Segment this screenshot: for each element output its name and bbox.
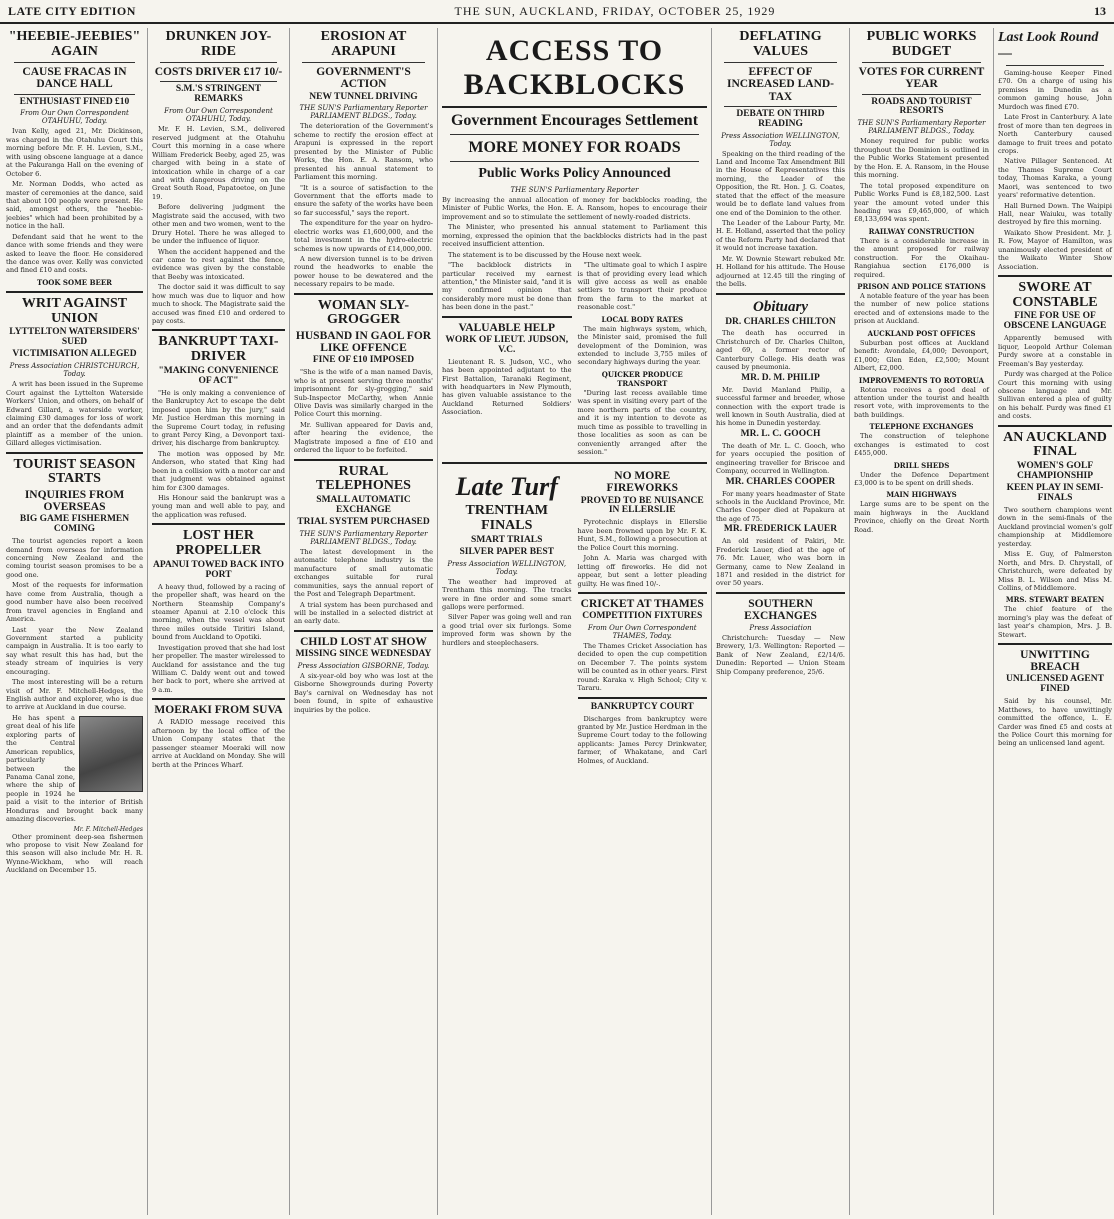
article-text: The Leader of the Labour Party, Mr. H. E. Holland, asserted that the policy of the Reform Party had declared that it would not increase taxation. (716, 219, 845, 253)
byline: From Our Own Correspondent OTAHUHU, Today. (164, 107, 273, 124)
intertitle: TELEPHONE EXCHANGES (869, 422, 974, 432)
headline: EROSION AT ARAPUNI (320, 29, 407, 59)
intertitle: TOOK SOME BEER (36, 277, 112, 287)
column-5 (716, 28, 850, 1215)
headline: MOERAKI FROM SUVA (154, 704, 283, 717)
subheadline: APANUI TOWED BACK INTO PORT (152, 559, 284, 580)
headline: PUBLIC WORKS BUDGET (866, 29, 977, 59)
article-text: The total proposed expenditure on Public Works Fund is £8,182,500. Last year the amount voted under this heading was £9,465,000, of which £8,133,694 was spent. (854, 181, 989, 224)
article-text: A heavy thud, followed by a racing of the propeller shaft, was heard on the Northern Steamship Company's steamer Apanui at 2.10 o'clock this morning, when the vessel was about three miles outside Tiritiri Island, bound from Auckland to Opotiki. (152, 582, 285, 642)
obituary-name: MR. FREDERICK LAUER (723, 524, 838, 535)
article-text: The expenditure for the year on hydro-electric works was £1,600,000, and the total investment in the hydro-electric schemes is now upwards of £14,000,000. (294, 219, 433, 253)
headline: UNWITTING BREACH (1020, 649, 1090, 674)
news-brief: Gaming-house Keeper Fined £70. On a charge of using his premises in Dunedin as a common gaming house, John Murdoch was fined £70. (998, 69, 1112, 111)
article-text: For many years headmaster of State schools in the Auckland Province, Mr. Charles Cooper died at Papakura at the age of 75. (716, 489, 845, 523)
article-text: Suburban post offices at Auckland benefit: Avondale, £4,000; Devonport, £1,000; Glen Eden, £2,500; Mount Albert, £2,000. (854, 338, 989, 373)
article-text: Ivan Kelly, aged 21, Mr. Dickinson, was charged in the Otahuhu Court this morning before Mr. F. H. Levien, S.M., with using obscene language at a dance at the Pakuranga Hall on the evening of October 6. (6, 127, 143, 178)
headline: AN AUCKLAND FINAL (1003, 429, 1107, 460)
column-7 (998, 28, 1114, 1215)
article-text: An old resident of Pakiri, Mr. Frederick Lauer, died at the age of 76. Mr. Lauer, who was born in Germany, came to New Zealand in 1871 and resided in the district for over 50 years. (716, 537, 845, 588)
article-text: There is a considerable increase in the amount proposed for railway construction. For the Okaihau-Rangiahua section £176,000 is required. (854, 236, 989, 279)
article-text: Said by his counsel, Mr. Matthews, to have unwittingly committed the offence, L. E. Carder was fined £5 and costs at the Police Court this morning for being an unlicensed land agent. (998, 697, 1112, 748)
section-title: Last Look Round— (998, 30, 1099, 61)
article-text: His Honour said the bankrupt was a young man and well able to pay, and the application was refused. (152, 494, 285, 519)
subheadline: ENTHUSIAST FINED £10 (19, 96, 130, 107)
article-text: Two southern champions went down in the semi-finals of the Auckland provincial women's golf championship at Middlemore yesterday. (998, 506, 1112, 548)
subheadline: COMPETITION FIXTURES (582, 611, 703, 621)
article-text: A RADIO message received this afternoon by the local office of the Union Company states that the passenger steamer Moeraki will now arrive at Auckland on Monday. She will berth at the Princes Wharf. (152, 718, 285, 769)
news-brief: Hall Burned Down. The Waipipi Hall, near Waiuku, was totally destroyed by fire this morning. (998, 201, 1112, 227)
article-text: Purdy was charged at the Police Court this morning with using obscene language and Mr. Sullivan entered a plea of guilty on his behalf. Purdy was fined £1 and costs. (998, 370, 1112, 421)
article-text: Money required for public works throughout the Dominion is outlined in the Public Works Statement presented by the Hon. E. A. Ransom, in the House this morning. (854, 137, 989, 180)
headline: TRENTHAM FINALS (465, 503, 548, 534)
article-text: John A. Maria was charged with letting off fireworks. He did not appear, but sent a letter pleading guilty. He was fined 10/-. (577, 554, 707, 588)
article-text: Mr. David Manland Philip, a successful farmer and breeder, whose connection with the export trade is well known in South Australia, died at his home in Dunedin yesterday. (716, 385, 845, 428)
article-text: Mr. W. Downie Stewart rebuked Mr. H. Holland for his attitude. The House adjourned at 12.45 till the ringing of the bells. (716, 254, 845, 289)
obituary-name: MR. D. M. PHILIP (741, 372, 820, 383)
intertitle: MAIN HIGHWAYS (886, 490, 957, 500)
article-text: "He is only making a convenience of the Bankruptcy Act to escape the debt imposed upon him by the jury," said Mr. Justice Herdman this morning in the Supreme Court today, in refusing to grant Percy King, a Devonport taxi-driver, his discharge from bankruptcy. (152, 388, 285, 448)
article-text: Other prominent deep-sea fishermen who propose to visit New Zealand for this season will also include Mr. H. R. Wynne-Wickham, who will reach Auckland on December 15. (6, 832, 143, 875)
article-text: A new diversion tunnel is to be driven round the headworks to enable the power house to be dewatered and the necessary repairs to be made. (294, 255, 433, 289)
headline: WRIT AGAINST UNION (21, 295, 128, 326)
intertitle: QUICKER PRODUCE TRANSPORT (601, 369, 683, 388)
article-text: Large sums are to be spent on the main highways in the Auckland Province, chiefly on the Great North Road. (854, 500, 989, 534)
headline: TOURIST SEASON STARTS (13, 456, 136, 487)
headline: CRICKET AT THAMES (580, 597, 704, 610)
article-text: When the accident happened and the car came to rest against the fence, evidence was given by the constable that Beeby was intoxicated. (152, 247, 285, 281)
article-text: Miss E. Guy, of Palmerston North, and Mrs. D. Chrystall, of Christchurch, were defeated by Miss B. L. Wilson and Miss M. Collins, of Middlemore. (998, 550, 1112, 592)
article-text: Lieutenant R. S. Judson, V.C., who has been appointed adjutant to the First Battalion, Taranaki Regiment, with headquarters in New Plymouth, has given valuable assistance to the Auckland Returned Soldiers' Association. (442, 357, 572, 417)
article-text: A trial system has been purchased and will be installed in a selected district at an early date. (294, 600, 433, 626)
article-text: Speaking on the third reading of the Land and Income Tax Amendment Bill in the House of Representatives this morning, the Leader of the Opposition, the Rt. Hon. J. G. Coates, stated that the effect of the measure would be to deflate land values from one end of the Dominion to the other. (716, 149, 845, 217)
article-text: The deterioration of the Government's scheme to rectify the erosion effect at Arapuni is expressed in the report presented by the Minister of Public Works, the Hon. E. A. Ransom, who presented his annual statement to Parliament this morning. (294, 122, 433, 182)
headline: SOUTHERN EXCHANGES (744, 597, 817, 622)
article-text: Under the Defence Department £3,000 is to be spent on drill sheds. (854, 470, 989, 487)
article-text: The main highways system, which, the Minister said, promised the full development of the Dominion, was extended to include 3,755 miles of secondary highways during the year. (577, 324, 707, 367)
news-brief: Waikato Show President. Mr. J. R. Fow, Mayor of Hamilton, was unanimously elected president of the Waikato Winter Show Association. (998, 228, 1112, 271)
headline: BANKRUPT TAXI-DRIVER (158, 334, 279, 365)
subheadline: INQUIRIES FROM OVERSEAS (24, 489, 125, 514)
byline: THE SUN'S Parliamentary Reporter (510, 186, 639, 194)
column-3 (294, 28, 438, 1215)
subheadline: TRIAL SYSTEM PURCHASED (297, 516, 430, 527)
subheadline: PROVED TO BE NUISANCE IN ELLERSLIE (580, 495, 704, 516)
portrait-photo (79, 716, 143, 792)
masthead (0, 0, 1114, 24)
subheadline: DEBATE ON THIRD READING (736, 108, 825, 129)
article-text: Rotorua receives a good deal of attention under the tourist and health resort vote, with improvements to the bath buildings. (854, 385, 989, 419)
subheadline: CAUSE FRACAS IN DANCE HALL (22, 66, 127, 91)
obituary-name: DR. CHARLES CHILTON (725, 316, 836, 327)
two-column-body (442, 468, 707, 767)
article-text: A writ has been issued in the Supreme Court against the Lyttelton Waterside Workers' Union, and others, on behalf of Edward Gillard, a waterside worker, claiming £30 damages for loss of work and an order that the defendants admit plaintiff as a member of the union. Gillard alleges victimisation. (6, 380, 143, 448)
subheadline: HUSBAND IN GAOL FOR LIKE OFFENCE (295, 330, 432, 355)
news-brief: Native Pillager Sentenced. At the Thames Supreme Court today, Thomas Karaka, a young Maori, was sentenced to two years' reformative detention. (998, 157, 1112, 200)
article-text: The weather had improved at Trentham this morning. The tracks were in fine order and some smart gallops were performed. (442, 577, 572, 611)
article-text: The tourist agencies report a keen demand from overseas for information concerning New Zealand and the coming tourist season promises to be a good one. (6, 537, 143, 579)
article-text: The latest development in the automatic telephone industry is the manufacture of small automatic exchanges suitable for rural communities, says the annual report of the Post and Telegraph Department. (294, 547, 433, 599)
subheadline: SMART TRIALS (471, 534, 543, 545)
subheadline: BIG GAME FISHERMEN COMING (19, 514, 130, 535)
headline: LOST HER PROPELLER (175, 528, 262, 558)
headline: DEFLATING VALUES (739, 29, 822, 59)
headline: SWORE AT CONSTABLE (1012, 280, 1098, 310)
subheadline: EFFECT OF INCREASED LAND-TAX (726, 66, 835, 103)
subheadline: NEW TUNNEL DRIVING (309, 91, 418, 102)
headline: WOMAN SLY-GROGGER (317, 297, 410, 328)
photo-caption: Mr. F. Mitchell-Hedges (73, 825, 143, 833)
article-text: Silver Paper was going well and ran a good trial over six furlongs. Some improved form was shown by the hurdlers and steeplechasers. (442, 613, 572, 647)
subheadline: SILVER PAPER BEST (459, 546, 554, 557)
main-headline: ACCESS TO BACKBLOCKS (463, 34, 686, 101)
subheadline: SMALL AUTOMATIC EXCHANGE (316, 495, 411, 515)
article-text: By increasing the annual allocation of money for backblocks roading, the Minister of Public Works, the Hon. E. A. Ransom, hopes to encourage their improvement and so to stimulate the settlement of newly-roaded districts. (442, 196, 707, 221)
subheadline: VOTES FOR CURRENT YEAR (858, 66, 985, 91)
byline: Press Association GISBORNE, Today. (297, 661, 430, 670)
intertitle: PRISON AND POLICE STATIONS (857, 282, 986, 291)
article-text: A six-year-old boy who was lost at the Gisborne Showgrounds during Poverty Bay's carnival on Wednesday has not been found, in spite of exhaustive inquiries by the police. (294, 671, 433, 714)
byline: THE SUN'S Parliamentary Reporter PARLIAMENT BLDGS., Today. (857, 119, 986, 136)
article-text: The Minister, who presented his annual statement to Parliament this morning, expressed the opinion that the backblocks districts had in the past received insufficient attention. (442, 223, 707, 249)
article-text: Pyrotechnic displays in Ellerslie have been frowned upon by Mr. F. K. Hunt, S.M., following a prosecution at the Police Court this morning. (577, 518, 707, 552)
article-text: The motion was opposed by Mr. Anderson, who stated that King had been in a collision with a motor car and that judgment was obtained against him for £300 damages. (152, 449, 285, 492)
byline: Press Association (749, 623, 812, 632)
byline: THE SUN'S Parliamentary Reporter PARLIAMENT BLDGS., Today. (299, 529, 428, 546)
byline: From Our Own Correspondent OTAHUHU, Today. (20, 109, 129, 126)
article-text: The death of Mr. L. C. Gooch, who for years occupied the position of engineering traveller for Briscoe and Company, occurred in Wellington. (716, 441, 845, 476)
headline: DRUNKEN JOY-RIDE (165, 29, 272, 59)
intertitle: AUCKLAND POST OFFICES (867, 328, 976, 338)
article-text: Mr. Norman Dodds, who acted as master of ceremonies at the dance, said that about 100 people were present. He said, amongst others, the "heebie-jeebies" which had been prohibited by a notice in the hall. (6, 180, 143, 231)
intertitle: MRS. STEWART BEATEN (1005, 595, 1105, 605)
news-brief: Late Frost in Canterbury. A late frost of more than ten degrees in North Canterbury caused damage to fruit trees and potato crops. (998, 113, 1112, 155)
two-column-body (442, 261, 707, 458)
section-title: Obituary (752, 298, 808, 315)
article-text: "It is a source of satisfaction to the Government that the efforts made to ensure the safety of the works have been so far successful," says the report. (294, 183, 433, 217)
article-text: "During last recess available time was spent in visiting every part of the more northern parts of the country, and it is my intention to devote as much time as possible to travelling in those localities as soon as can be conveniently arranged after the session." (577, 388, 707, 456)
article-text: "She is the wife of a man named Davis, who is at present serving three months' imprisonment for sly-grogging," said Sub-Inspector McCarthy, when Annie Olive Davis was similarly charged in the Police Court this morning. (294, 368, 433, 419)
subheadline: "MAKING CONVENIENCE OF ACT" (158, 365, 279, 386)
headline: RURAL TELEPHONES (316, 463, 411, 494)
headline: NO MORE FIREWORKS (606, 470, 679, 495)
column-2 (152, 28, 290, 1215)
subheadline: VICTIMISATION ALLEGED (12, 349, 137, 360)
subheadline: KEEN PLAY IN SEMI-FINALS (1006, 483, 1104, 504)
article-text: Christchurch: Tuesday — New Brewery, 1/3. Wellington: Reported — Bank of New Zealand, £2/14/6. Dunedin: Reported — Union Steam Ship Company preference, 25/6. (716, 633, 845, 676)
section-title: Late Turf (455, 472, 558, 502)
subheadline: MISSING SINCE WEDNESDAY (295, 648, 432, 659)
article-text: A notable feature of the year has been the number of new police stations erected and of extensions made to the prison at Auckland. (854, 292, 989, 326)
article-text: Last year the New Zealand Government started a publicity campaign in Australia. It is too early to say what result this has had, but the steady stream of inquiries is very encouraging. (6, 625, 143, 676)
byline: Press Association CHRISTCHURCH, Today. (9, 362, 140, 379)
subheadline: FINE FOR USE OF OBSCENE LANGUAGE (1003, 311, 1107, 332)
intertitle: LOCAL BODY RATES (601, 314, 683, 324)
article-text: The death has occurred in Christchurch of Dr. Charles Chilton, aged 69, a former rector of Canterbury College. His death was caused by pneumonia. (716, 329, 845, 372)
article-text: Investigation proved that she had lost her propeller. The master wirelessed to Auckland for assistance and the tug William C. Daldy went out and towed her back to port, where she arrived at 9 a.m. (152, 643, 285, 694)
headline: VALUABLE HELP (458, 321, 556, 334)
byline: From Our Own Correspondent THAMES, Today. (587, 623, 697, 640)
article-text: Mr. F. H. Levien, S.M., delivered reserved judgment at the Otahuhu Court this morning in a case where William Frederick Beeby, aged 25, was charged with being in a state of intoxication while in charge of a car and with dangerous driving on the Great South Road, Papatoetoe, on June 19. (152, 125, 285, 201)
main-subheadline: Public Works Policy Announced (478, 166, 671, 181)
subheadline: WORK OF LIEUT. JUDSON, V.C. (445, 334, 569, 355)
column-4-main (442, 28, 712, 1215)
byline: Press Association WELLINGTON, Today. (447, 559, 567, 576)
main-subheadline: Government Encourages Settlement (450, 112, 699, 129)
newspaper-title: THE SUN, AUCKLAND, FRIDAY, OCTOBER 25, 1929 (454, 3, 776, 18)
article-text: He has spent a great deal of his life exploring parts of the Central American republics, particularly between the Panama Canal zone, where the ship of people in 1924 he paid a visit to the interior of British Honduras and brought back many amazing discoveries. (6, 713, 143, 824)
article-text: The doctor said it was difficult to say how much was due to liquor and how much to shock. The Magistrate said the accused was fined £10 and ordered to pay costs. (152, 283, 285, 325)
obituary-name: MR. L. C. GOOCH (740, 428, 821, 439)
subheadline: WOMEN'S GOLF CHAMPIONSHIP (1016, 461, 1094, 482)
article-text: The construction of telephone exchanges is estimated to cost £455,000. (854, 432, 989, 458)
subheadline: ROADS AND TOURIST RESORTS (871, 96, 972, 117)
article-text: Mr. Sullivan appeared for Davis and, after hearing the evidence, the Magistrate imposed a fine of £10 and ordered the liquor to be forfeited. (294, 420, 433, 455)
byline: Press Association WELLINGTON, Today. (721, 131, 840, 148)
subheadline: UNLICENSED AGENT FINED (1006, 674, 1104, 695)
subheadline: GOVERNMENT'S ACTION (316, 66, 411, 91)
subheadline: COSTS DRIVER £17 10/- (154, 66, 283, 79)
article-text: Discharges from bankruptcy were granted by Mr. Justice Herdman in the Supreme Court today to the following applicants: James Percy Drinkwater, farmer, of Whakatane, and Carl Holmes, of Auckland. (577, 714, 707, 765)
article-text: Before delivering judgment the Magistrate said the accused, with two other men and two women, went to the Drury Hotel. There he was alleged to be under the influence of liquor. (152, 203, 285, 246)
article-text: Defendant said that he went to the dance with some friends and they were asked to leave the floor. He considered the dance was over. Kelly was convicted and fined £10 and costs. (6, 232, 143, 275)
intertitle: RAILWAY CONSTRUCTION (868, 226, 975, 236)
subheadline: FINE OF £10 IMPOSED (312, 355, 415, 366)
subheadline: LYTTELTON WATERSIDERS' SUED (9, 327, 140, 348)
article-text: Most of the requests for information have come from Australia, though a good number have also been received from travel agencies in England and America. (6, 581, 143, 624)
article-text: "The backblock districts in particular received my earnest attention," the Minister said, "and it is my confirmed opinion that considerably more must be done than has been done in the past." (442, 261, 572, 312)
page-columns (6, 28, 1112, 1215)
main-subheadline: MORE MONEY FOR ROADS (468, 139, 681, 156)
intertitle: IMPROVEMENTS TO ROTORUA (858, 375, 985, 385)
subheadline: S.M.'S STRINGENT REMARKS (175, 84, 262, 105)
page-number: 13 (1094, 3, 1106, 18)
article-text: The chief feature of the morning's play was the defeat of last year's champion, Mrs. J. B. Stewart. (998, 605, 1112, 639)
article-text: "The ultimate goal to which I aspire is that of providing every lead which will give access as well as enable settlers to transport their produce from the farm to the market at reasonable cost." (577, 261, 707, 312)
edition-label: LATE CITY EDITION (8, 3, 136, 18)
column-6 (854, 28, 994, 1215)
headline: "HEEBIE-JEEBIES" AGAIN (8, 29, 141, 59)
intertitle: DRILL SHEDS (893, 460, 950, 470)
obituary-name: MR. CHARLES COOPER (725, 476, 836, 487)
article-text: Apparently bemused with liquor, Leopold Arthur Coleman Purdy swore at a constable in Freeman's Bay yesterday. (998, 334, 1112, 368)
column-1 (6, 28, 148, 1215)
article-text: The most interesting will be a return visit of Mr. F. Mitchell-Hedges, the English author and explorer, who is due to arrive at Auckland in due course. (6, 678, 143, 712)
byline: THE SUN'S Parliamentary Reporter PARLIAMENT BLDGS., Today. (299, 104, 428, 121)
article-text: The Thames Cricket Association has decided to open the cup competition on December 7. The points system will be counted as in other years. First round: Karaka v. High School; City v. Tararu. (577, 641, 707, 693)
headline: CHILD LOST AT SHOW (300, 635, 427, 648)
headline: BANKRUPTCY COURT (590, 701, 694, 712)
article-text: The statement is to be discussed by the House next week. (448, 250, 642, 259)
